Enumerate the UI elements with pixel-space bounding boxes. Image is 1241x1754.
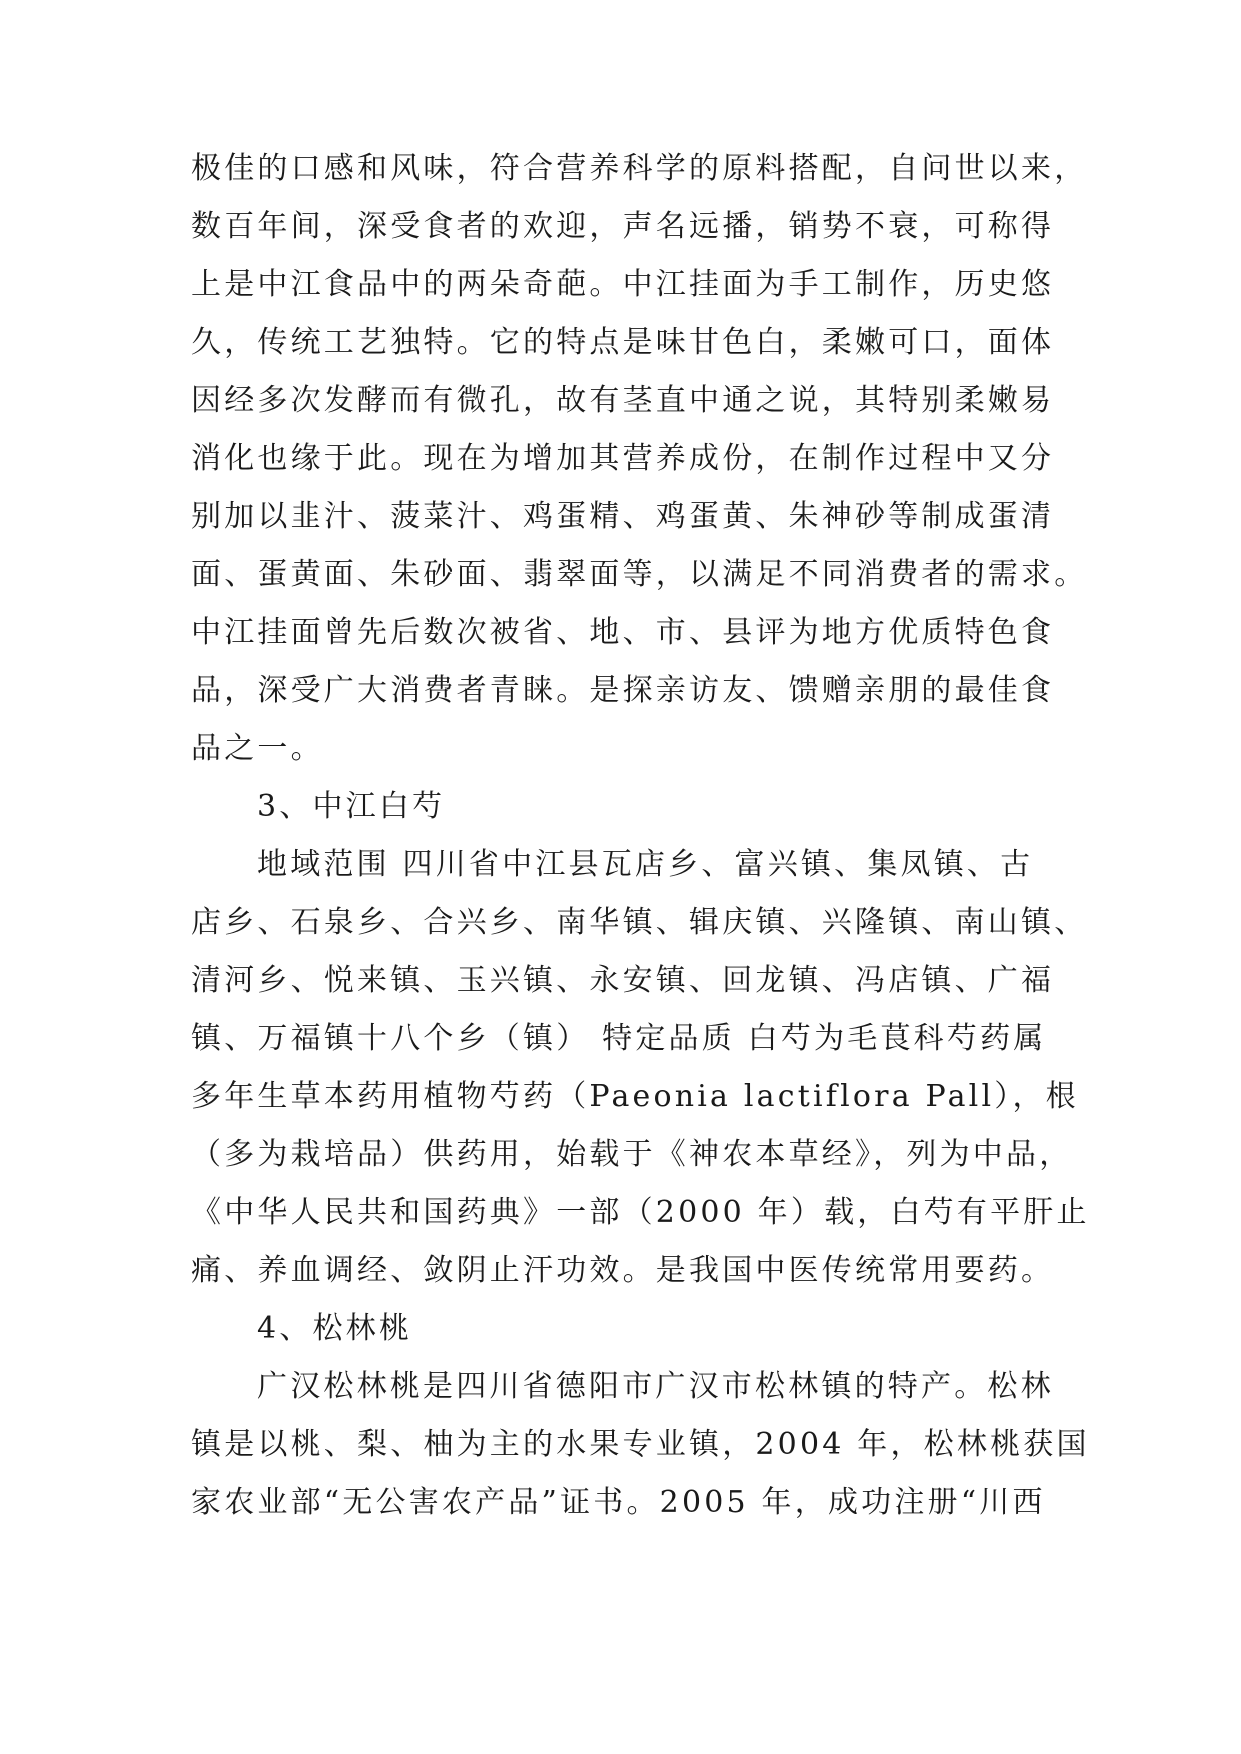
- text-line: 镇是以桃、梨、柚为主的水果专业镇，2004 年，松林桃获国: [191, 1427, 1090, 1462]
- text-line: 品，深受广大消费者青睐。是探亲访友、馈赠亲朋的最佳食: [191, 673, 1055, 708]
- text-line: 中江挂面曾先后数次被省、地、市、县评为地方优质特色食: [191, 615, 1055, 650]
- text-line: 家农业部“无公害农产品”证书。2005 年，成功注册“川西: [191, 1485, 1046, 1520]
- section-heading: 3、中江白芍: [257, 789, 446, 824]
- text-line: 因经多次发酵而有微孔，故有茎直中通之说，其特别柔嫩易: [191, 383, 1055, 418]
- text-line: 地域范围 四川省中江县瓦店乡、富兴镇、集凤镇、古: [257, 847, 1034, 882]
- text-line: 痛、养血调经、敛阴止汗功效。是我国中医传统常用要药。: [191, 1253, 1055, 1288]
- text-line: 数百年间，深受食者的欢迎，声名远播，销势不衰，可称得: [191, 209, 1055, 244]
- text-line: 面、蛋黄面、朱砂面、翡翠面等，以满足不同消费者的需求。: [191, 557, 1088, 592]
- text-line: 多年生草本药用植物芍药（Paeonia lactiflora Pall），根: [191, 1079, 1079, 1114]
- text-line: 店乡、石泉乡、合兴乡、南华镇、辑庆镇、兴隆镇、南山镇、: [191, 905, 1088, 940]
- text-line: 极佳的口感和风味，符合营养科学的原料搭配，自问世以来，: [191, 151, 1088, 186]
- text-line: 镇、万福镇十八个乡（镇） 特定品质 白芍为毛茛科芍药属: [191, 1021, 1047, 1056]
- text-line: 《中华人民共和国药典》一部（2000 年）载，白芍有平肝止: [191, 1195, 1090, 1230]
- text-line: 久，传统工艺独特。它的特点是味甘色白，柔嫩可口，面体: [191, 325, 1055, 360]
- text-line: 广汉松林桃是四川省德阳市广汉市松林镇的特产。松林: [257, 1369, 1054, 1404]
- text-line: 消化也缘于此。现在为增加其营养成份，在制作过程中又分: [191, 441, 1055, 476]
- section-heading: 4、松林桃: [257, 1311, 413, 1346]
- text-line: 品之一。: [191, 731, 324, 766]
- text-line: 清河乡、悦来镇、玉兴镇、永安镇、回龙镇、冯店镇、广福: [191, 963, 1055, 998]
- text-line: 上是中江食品中的两朵奇葩。中江挂面为手工制作，历史悠: [191, 267, 1055, 302]
- text-line: 别加以韭汁、菠菜汁、鸡蛋精、鸡蛋黄、朱神砂等制成蛋清: [191, 499, 1055, 534]
- text-line: （多为栽培品）供药用，始载于《神农本草经》，列为中品，: [191, 1137, 1073, 1172]
